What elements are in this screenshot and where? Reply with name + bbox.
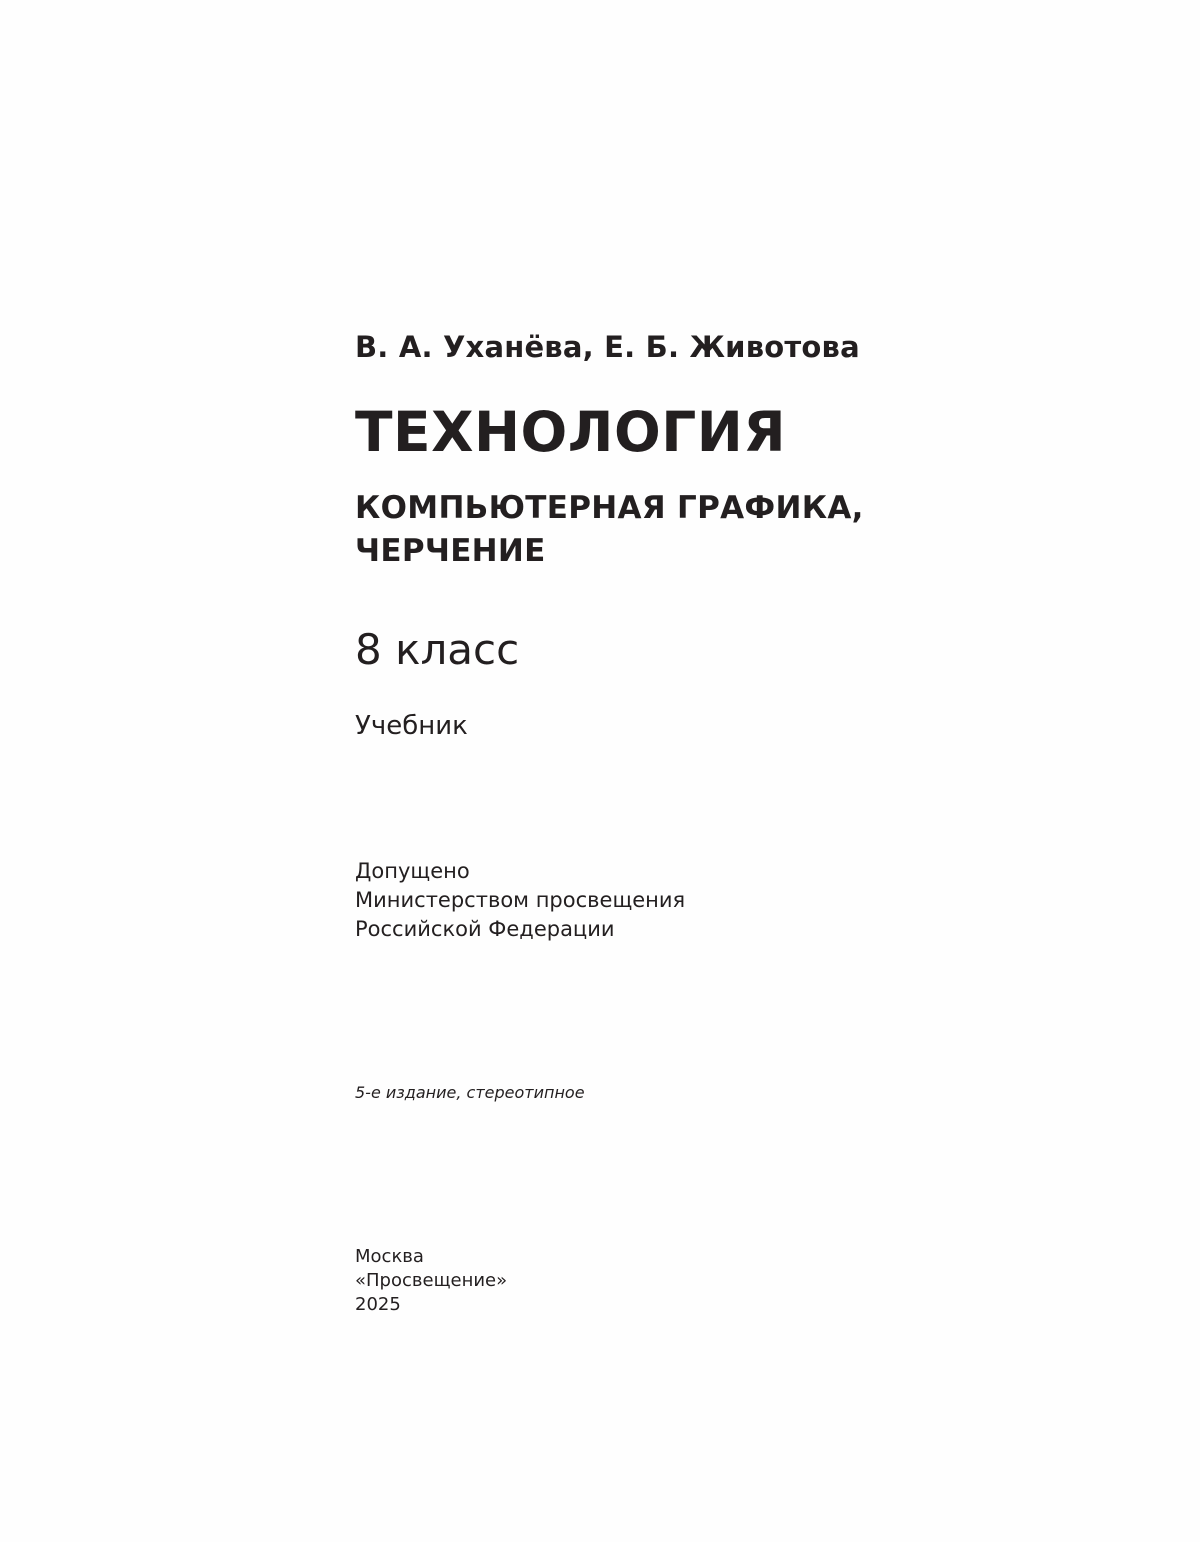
subtitle-line-2: ЧЕРЧЕНИЕ [355, 533, 546, 569]
subtitle-line-1: КОМПЬЮТЕРНАЯ ГРАФИКА, [355, 490, 864, 526]
edition-note: 5-е издание, стереотипное [355, 1083, 585, 1102]
book-subtitle [355, 487, 864, 573]
approval-line-2: Министерством просвещения [355, 888, 686, 912]
book-authors: В. А. Уханёва, Е. Б. Животова [355, 330, 860, 364]
publisher-imprint [355, 1245, 507, 1317]
approval-line-1: Допущено [355, 859, 470, 883]
imprint-city: Москва [355, 1246, 424, 1267]
book-title: ТЕХНОЛОГИЯ [355, 400, 787, 464]
approval-line-3: Российской Федерации [355, 917, 615, 941]
imprint-year: 2025 [355, 1294, 401, 1315]
approval-statement [355, 857, 685, 944]
grade-label: 8 класс [355, 625, 520, 674]
book-type: Учебник [355, 711, 468, 741]
imprint-publisher: «Просвещение» [355, 1270, 508, 1291]
